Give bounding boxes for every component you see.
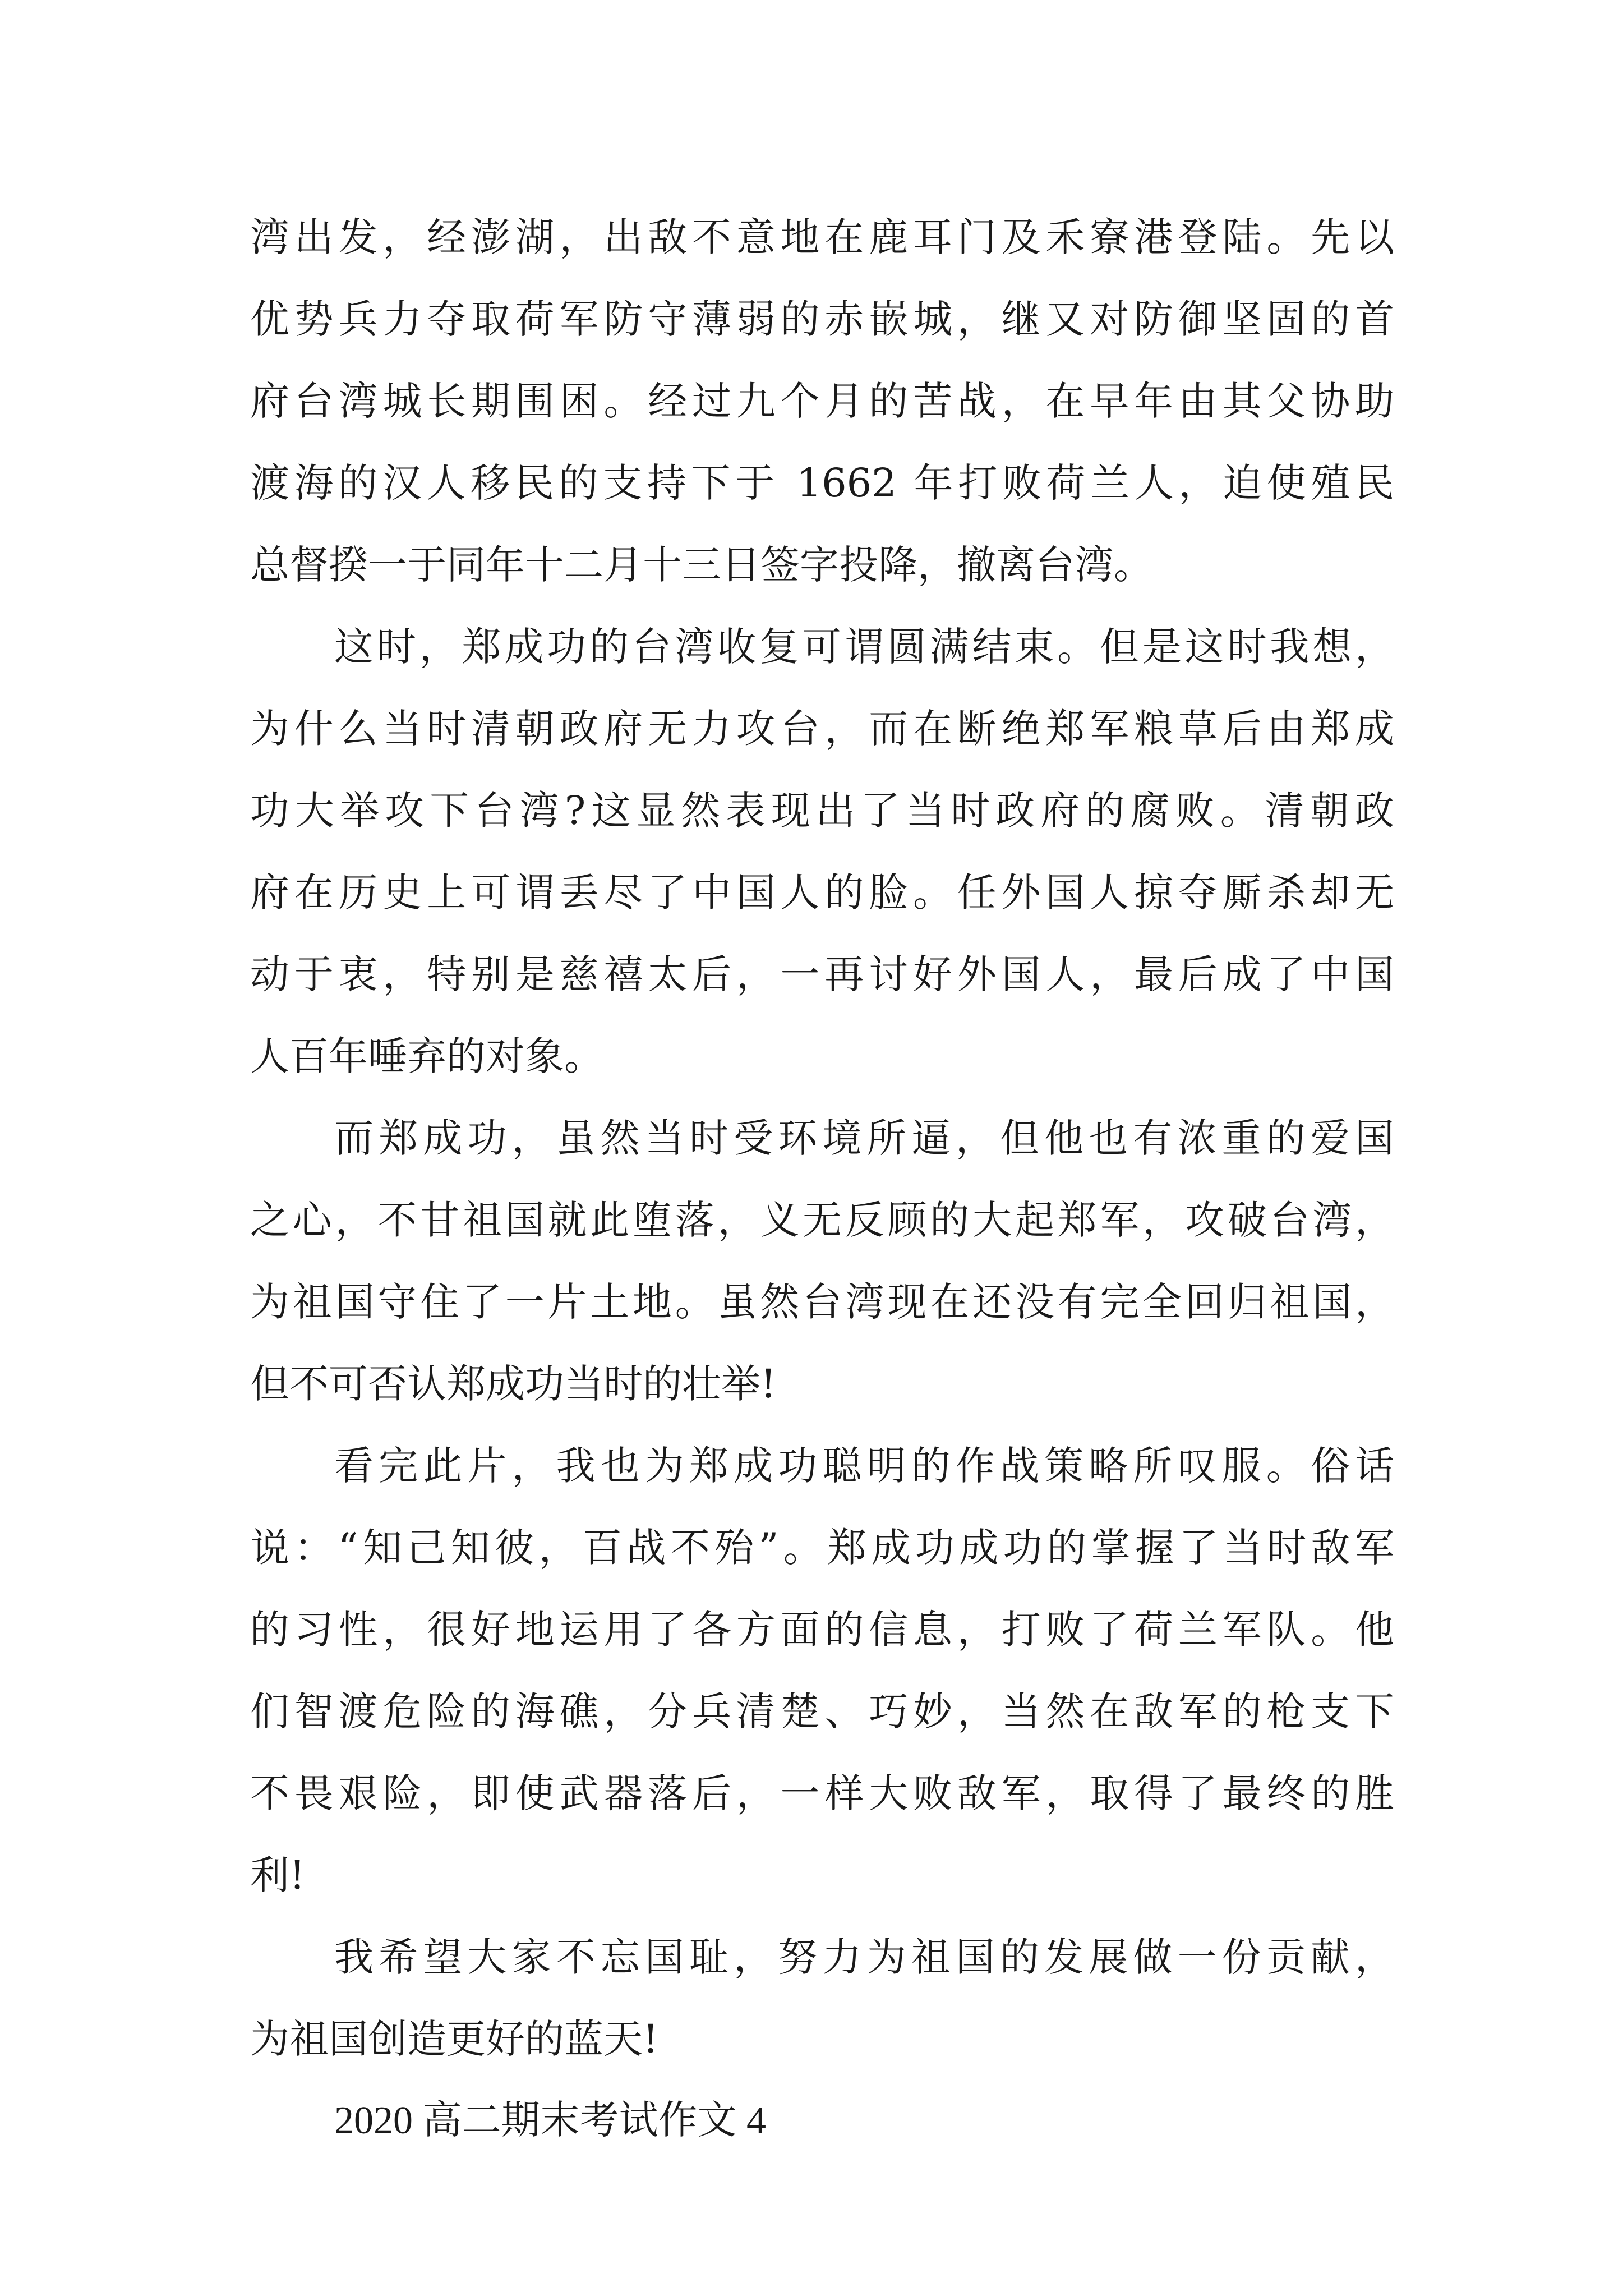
text-line: 渡海的汉人移民的支持下于 1662 年打败荷兰人，迫使殖民 <box>250 460 1394 506</box>
text-line: 我希望大家不忘国耻，努力为祖国的发展做一份贡献， <box>334 1934 1394 1980</box>
text-line: 不畏艰险，即使武器落后，一样大败敌军，取得了最终的胜 <box>250 1770 1394 1816</box>
text-line: 为祖国守住了一片土地。虽然台湾现在还没有完全回归祖国， <box>250 1279 1394 1325</box>
paragraph <box>250 606 1394 1097</box>
text-line: 优势兵力夺取荷军防守薄弱的赤嵌城，继又对防御坚固的首 <box>250 296 1394 342</box>
text-line: 之心，不甘祖国就此堕落，义无反顾的大起郑军，攻破台湾， <box>250 1197 1394 1243</box>
text-line: 府在历史上可谓丢尽了中国人的脸。任外国人掠夺厮杀却无 <box>250 869 1394 915</box>
text-line: 总督揆一于同年十二月十三日签字投降，撤离台湾。 <box>250 542 1153 588</box>
text-line: 为祖国创造更好的蓝天! <box>250 2016 659 2062</box>
text-line: 利! <box>250 1852 306 1898</box>
text-line: 功大举攻下台湾?这显然表现出了当时政府的腐败。清朝政 <box>250 788 1394 834</box>
text-line: 湾出发，经澎湖，出敌不意地在鹿耳门及禾寮港登陆。先以 <box>250 214 1394 260</box>
text-line: 的习性，很好地运用了各方面的信息，打败了荷兰军队。他 <box>250 1607 1394 1653</box>
section-heading: 2020 高二期末考试作文 4 <box>334 2099 766 2142</box>
text-line: 为什么当时清朝政府无力攻台，而在断绝郑军粮草后由郑成 <box>250 706 1394 752</box>
text-line: 们智渡危险的海礁，分兵清楚、巧妙，当然在敌军的枪支下 <box>250 1688 1394 1734</box>
text-line: 这时，郑成功的台湾收复可谓圆满结束。但是这时我想， <box>334 624 1394 670</box>
text-line: 说：“知己知彼，百战不殆”。郑成功成功的掌握了当时敌军 <box>250 1525 1394 1571</box>
text-line: 府台湾城长期围困。经过九个月的苦战，在早年由其父协助 <box>250 378 1394 424</box>
paragraph <box>250 1916 1394 2080</box>
text-line: 人百年唾弃的对象。 <box>250 1033 603 1079</box>
text-line: 看完此片，我也为郑成功聪明的作战策略所叹服。俗话 <box>334 1443 1394 1489</box>
paragraph <box>250 1097 1394 1425</box>
text-line: 但不可否认郑成功当时的壮举! <box>250 1361 777 1407</box>
essay-body <box>250 196 1394 2162</box>
text-line: 而郑成功，虽然当时受环境所逼，但他也有浓重的爱国 <box>334 1115 1394 1161</box>
paragraph <box>250 1425 1394 1916</box>
text-line: 动于衷，特别是慈禧太后，一再讨好外国人，最后成了中国 <box>250 951 1394 997</box>
paragraph <box>250 196 1394 606</box>
